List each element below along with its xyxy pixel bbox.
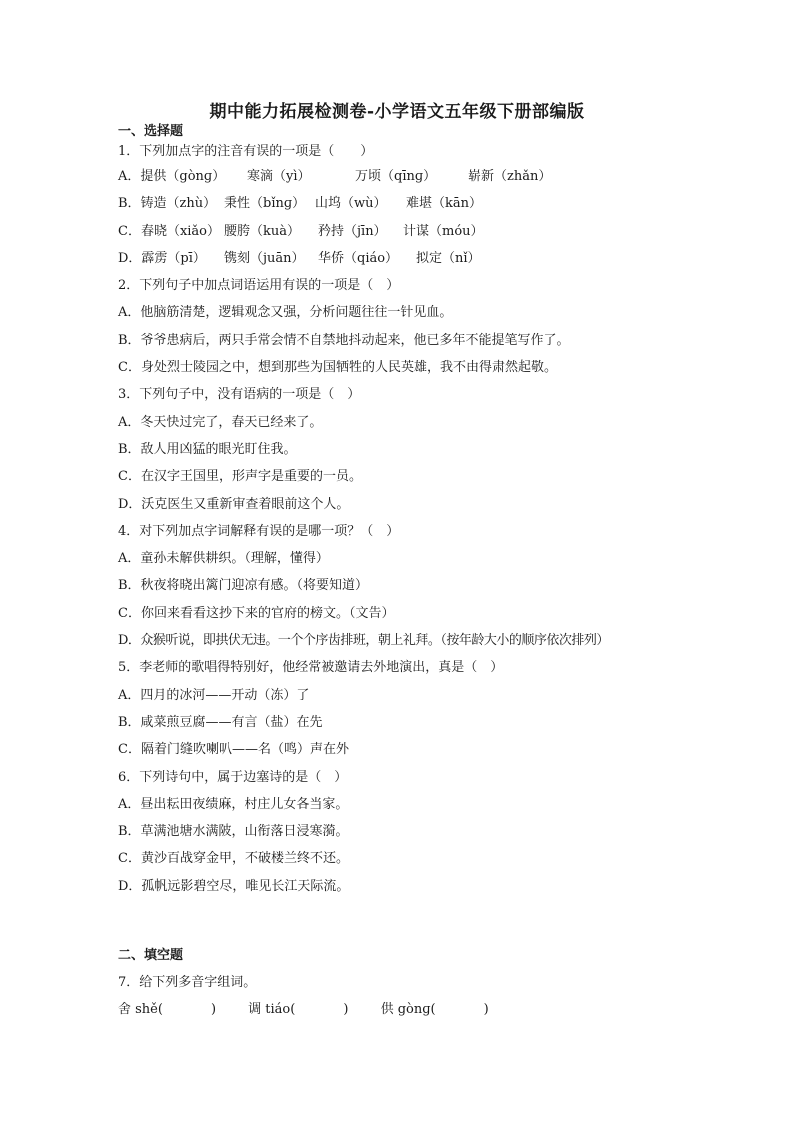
question-1-option-a [118, 163, 698, 190]
question-7-stem: 7．给下列多音字组词。 [118, 975, 257, 991]
question-4-stem: 4．对下列加点字词解释有误的是哪一项？（ ） [118, 523, 400, 539]
fill-item-char: 调 tiáo( [248, 1002, 296, 1018]
option-item: 秉性（bǐnɡ） [224, 196, 306, 212]
fill-item-char: 供 gònɡ( [380, 1002, 436, 1018]
fill-item-close: ) [483, 1002, 489, 1018]
exam-content [118, 122, 698, 1024]
option-item: D．霹雳（pī） [118, 250, 206, 266]
question-2-stem: 2．下列句子中加点词语运用有误的一项是（ ） [118, 278, 400, 294]
question-3-option-d: D．沃克医生又重新审查着眼前这个人。 [118, 496, 350, 512]
page-title: 期中能力拓展检测卷-小学语文五年级下册部编版 [209, 102, 585, 122]
fill-item-close: ) [210, 1002, 217, 1018]
fill-item-close: ) [343, 1002, 349, 1018]
question-4-option-d: D．众猴听说，即拱伏无违。一个个序齿排班，朝上礼拜。（按年龄大小的顺序依次排列） [118, 633, 609, 649]
option-item: 崭新（zhǎn） [468, 169, 552, 184]
option-item: 山坞（wù） [315, 196, 387, 212]
question-3-stem: 3．下列句子中，没有语病的一项是（ ） [118, 387, 361, 403]
fill-item-char: 舍 shě( [118, 1002, 163, 1018]
question-3-option-c: C．在汉字王国里，形声字是重要的一员。 [118, 469, 362, 485]
option-item: B．铸造（zhù） [118, 196, 217, 212]
question-4-option-b: B．秋夜将晓出篱门迎凉有感。（将要知道） [118, 578, 369, 594]
section-spacer [118, 900, 698, 942]
question-5-option-c: C．隔着门缝吹喇叭——名（鸣）声在外 [118, 742, 349, 758]
question-6-stem: 6．下列诗句中，属于边塞诗的是（ ） [118, 769, 348, 785]
option-item: 矜持（jīn） [318, 223, 387, 239]
question-6-option-a: A．昼出耘田夜绩麻，村庄儿女各当家。 [118, 796, 349, 812]
question-1-option-b [118, 190, 698, 217]
option-item: 拟定（nǐ） [416, 250, 481, 266]
question-4-option-a: A．童孙未解供耕织。（理解，懂得） [118, 551, 329, 567]
option-item: A．提供（gònɡ） [118, 169, 226, 184]
question-6-option-b: B．草满池塘水满陂，山衔落日浸寒漪。 [118, 824, 349, 840]
question-1-option-d [118, 245, 698, 272]
fill-item [248, 996, 348, 1023]
question-4-option-c: C．你回来看看这抄下来的官府的榜文。（文告） [118, 605, 395, 621]
question-3-option-b: B．敌人用凶猛的眼光盯住我。 [118, 441, 297, 457]
question-6-option-d: D．孤帆远影碧空尽，唯见长江天际流。 [118, 878, 350, 894]
question-2-option-a: A．他脑筋清楚，逻辑观念又强，分析问题往往一针见血。 [118, 305, 453, 321]
question-5-option-a: A．四月的冰河——开动（冻）了 [118, 687, 310, 703]
question-5-option-b: B．咸菜煎豆腐——有言（盐）在先 [118, 714, 323, 730]
option-item: 万顷（qīnɡ） [355, 169, 437, 184]
section-heading-choice: 一、选择题 [118, 124, 184, 139]
option-item: 难堪（kān） [406, 196, 483, 212]
question-5-stem: 5．李老师的歌唱得特别好，他经常被邀请去外地演出，真是（ ） [118, 660, 504, 676]
option-item: 腰胯（kuà） [224, 223, 301, 239]
option-item: 镌刻（juān） [224, 250, 305, 266]
question-1-stem: 1．下列加点字的注音有误的一项是（ ） [118, 144, 374, 159]
option-item: 寒滴（yì） [247, 169, 311, 184]
question-2-option-b: B．爷爷患病后，两只手常会情不自禁地抖动起来，他已多年不能提笔写作了。 [118, 332, 570, 348]
question-3-option-a: A．冬天快过完了，春天已经来了。 [118, 414, 323, 430]
question-2-option-c: C．身处烈士陵园之中，想到那些为国牺牲的人民英雄，我不由得肃然起敬。 [118, 360, 557, 376]
section-heading-fill: 二、填空题 [118, 948, 184, 964]
fill-item [118, 996, 216, 1023]
question-7-items [118, 996, 698, 1023]
option-item: 华侨（qiáo） [318, 250, 399, 266]
option-item: 计谋（móu） [403, 223, 484, 239]
option-item: C．春晓（xiǎo） [118, 223, 221, 239]
fill-item [381, 996, 489, 1023]
question-1-option-c [118, 218, 698, 245]
question-6-option-c: C．黄沙百战穿金甲，不破楼兰终不还。 [118, 851, 349, 867]
